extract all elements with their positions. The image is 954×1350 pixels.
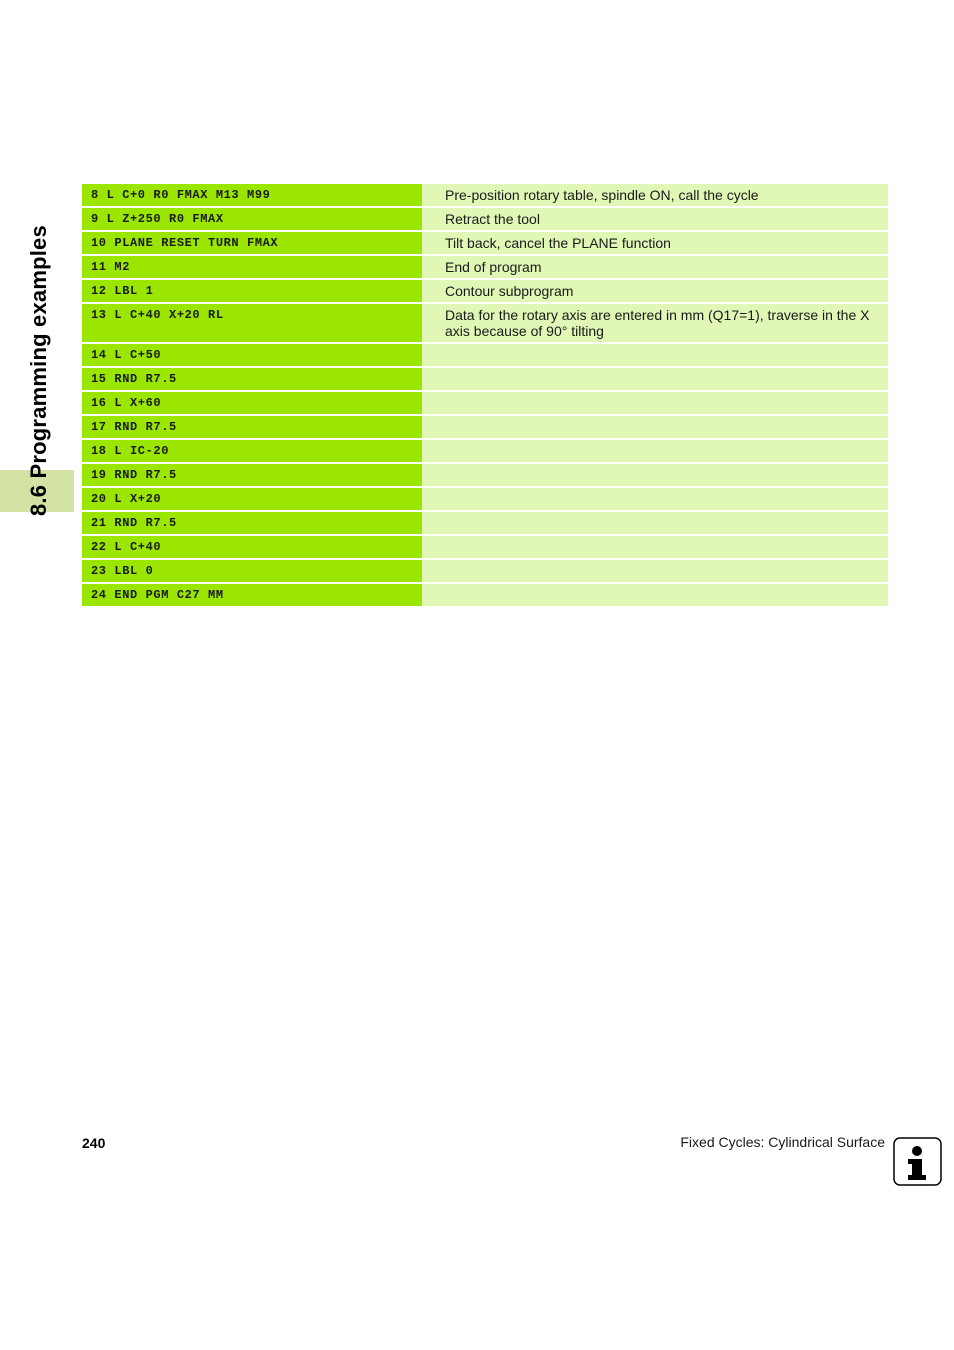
table-row (82, 488, 888, 510)
code-description: Data for the rotary axis are entered in mm (Q17=1), traverse in the X axis because of 90° tilting (422, 304, 888, 342)
code-description: Tilt back, cancel the PLANE function (422, 232, 888, 254)
code-line: 16 L X+60 (82, 392, 422, 414)
code-line: 18 L IC-20 (82, 440, 422, 462)
code-description (422, 368, 888, 390)
table-row (82, 304, 888, 342)
code-description: Contour subprogram (422, 280, 888, 302)
table-row (82, 184, 888, 206)
code-description: End of program (422, 256, 888, 278)
table-row (82, 440, 888, 462)
table-row (82, 536, 888, 558)
code-description (422, 392, 888, 414)
code-description (422, 464, 888, 486)
table-row (82, 232, 888, 254)
code-line: 11 M2 (82, 256, 422, 278)
info-icon (892, 1136, 940, 1184)
code-line: 14 L C+50 (82, 344, 422, 366)
table-row (82, 208, 888, 230)
code-line: 23 LBL 0 (82, 560, 422, 582)
code-description (422, 584, 888, 606)
table-row (82, 560, 888, 582)
code-line: 10 PLANE RESET TURN FMAX (82, 232, 422, 254)
chapter-title: Fixed Cycles: Cylindrical Surface (680, 1134, 885, 1150)
code-description (422, 416, 888, 438)
code-line: 20 L X+20 (82, 488, 422, 510)
table-row (82, 280, 888, 302)
code-description (422, 488, 888, 510)
code-description (422, 344, 888, 366)
section-title: 8.6 Programming examples (26, 225, 51, 516)
code-description (422, 560, 888, 582)
table-row (82, 584, 888, 606)
table-row (82, 416, 888, 438)
code-description (422, 440, 888, 462)
code-line: 24 END PGM C27 MM (82, 584, 422, 606)
code-line: 21 RND R7.5 (82, 512, 422, 534)
code-line: 13 L C+40 X+20 RL (82, 304, 422, 342)
table-row (82, 392, 888, 414)
page-number: 240 (82, 1135, 106, 1151)
code-line: 12 LBL 1 (82, 280, 422, 302)
code-line: 8 L C+0 R0 FMAX M13 M99 (82, 184, 422, 206)
code-line: 15 RND R7.5 (82, 368, 422, 390)
table-row (82, 256, 888, 278)
code-line: 19 RND R7.5 (82, 464, 422, 486)
code-description: Retract the tool (422, 208, 888, 230)
code-line: 17 RND R7.5 (82, 416, 422, 438)
program-table (82, 184, 888, 608)
code-description: Pre-position rotary table, spindle ON, call the cycle (422, 184, 888, 206)
table-row (82, 512, 888, 534)
code-description (422, 536, 888, 558)
table-row (82, 368, 888, 390)
code-description (422, 512, 888, 534)
table-row (82, 464, 888, 486)
code-line: 9 L Z+250 R0 FMAX (82, 208, 422, 230)
table-row (82, 344, 888, 366)
code-line: 22 L C+40 (82, 536, 422, 558)
